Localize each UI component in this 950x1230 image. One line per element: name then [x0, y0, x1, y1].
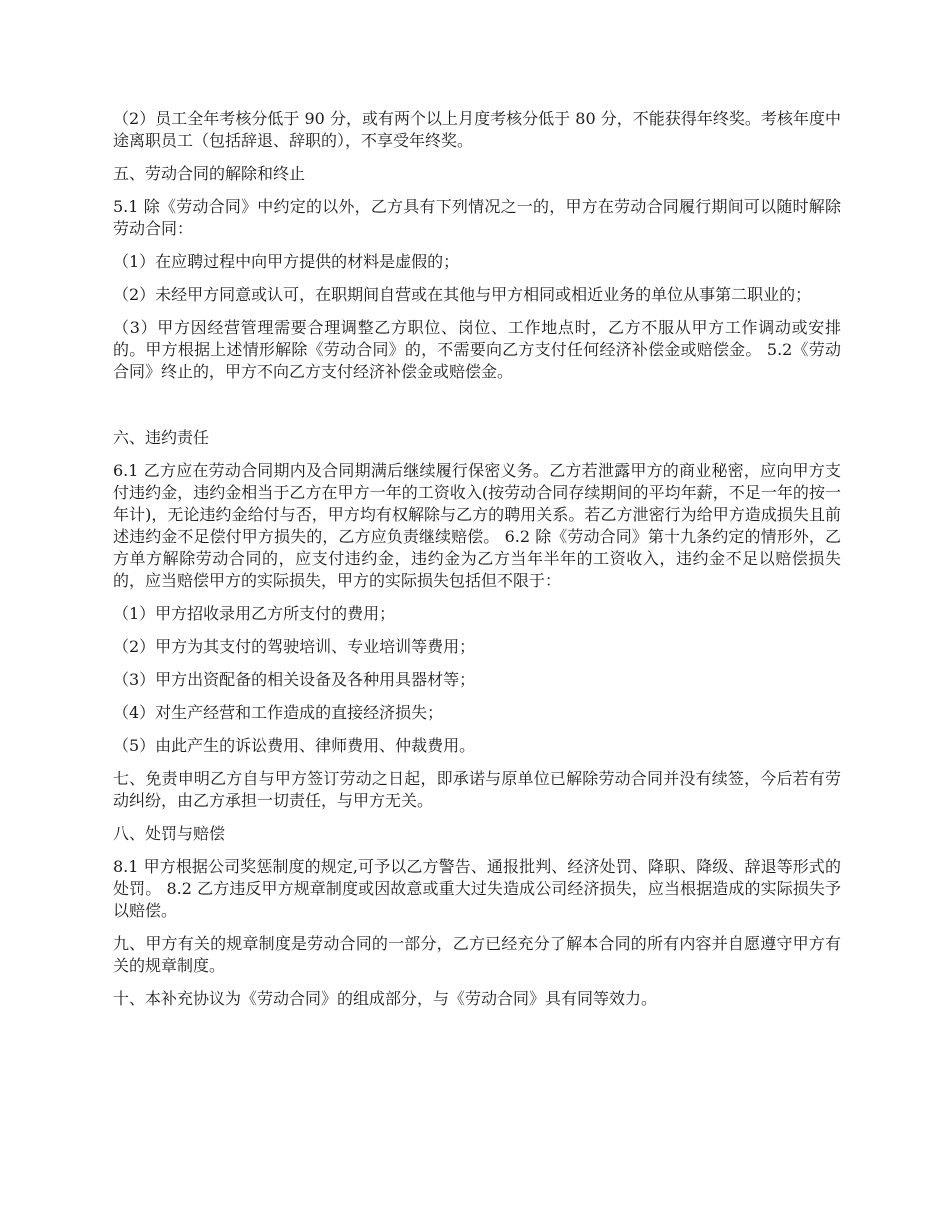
list-item-equipment: （3）甲方出资配备的相关设备及各种用具器材等；: [113, 670, 476, 689]
paragraph-5-1: 5.1 除《劳动合同》中约定的以外，乙方具有下列情况之一的，甲方在劳动合同履行期间可以随时解除劳动合同：: [113, 197, 841, 238]
list-item-direct-loss: （4）对生产经营和工作造成的直接经济损失；: [113, 703, 444, 722]
list-item-false-materials: （1）在应聘过程中向甲方提供的材料是虚假的；: [113, 252, 460, 271]
paragraph-year-end-bonus: （2）员工全年考核分低于 90 分，或有两个以上月度考核分低于 80 分，不能获得年终奖。考核年度中途离职员工（包括辞退、辞职的），不享受年终奖。: [113, 109, 841, 150]
section-rules: 九、甲方有关的规章制度是劳动合同的一部分，乙方已经充分了解本合同的所有内容并自愿遵守甲方有关的规章制度。: [113, 934, 841, 975]
list-item-reassignment: （3）甲方因经营管理需要合理调整乙方职位、岗位、工作地点时，乙方不服从甲方工作调动或安排的。甲方根据上述情形解除《劳动合同》的，不需要向乙方支付任何经济补偿金或赔偿金。 5.2《劳动合同》终止的，甲方不向乙方支付经济补偿金或赔偿金。: [113, 318, 841, 381]
list-item-second-job: （2）未经甲方同意或认可，在职期间自营或在其他与甲方相同或相近业务的单位从事第二职业的；: [113, 285, 812, 304]
list-item-recruit-cost: （1）甲方招收录用乙方所支付的费用；: [113, 604, 396, 623]
section-heading-termination: 五、劳动合同的解除和终止: [113, 164, 306, 183]
paragraph-6-1: 6.1 乙方应在劳动合同期内及合同期满后继续履行保密义务。乙方若泄露甲方的商业秘密，应向甲方支付违约金，违约金相当于乙方在甲方一年的工资收入(按劳动合同存续期间的平均年薪，不足一年的按一年计)，无论违约金给付与否，甲方均有权解除与乙方的聘用关系。若乙方泄密行为给甲方造成损失且前述违约金不足偿付甲方损失的，乙方应负责继续赔偿。 6.2 除《劳动合同》第十九条约定的情形外，乙方单方解除劳动合同的，应支付违约金，违约金为乙方当年半年的工资收入，违约金不足以赔偿损失的，应当赔偿甲方的实际损失，甲方的实际损失包括但不限于：: [113, 461, 841, 590]
section-disclaimer: 七、免责申明乙方自与甲方签订劳动之日起，即承诺与原单位已解除劳动合同并没有续签，今后若有劳动纠纷，由乙方承担一切责任，与甲方无关。: [113, 769, 841, 810]
section-heading-penalty: 八、处罚与赔偿: [113, 824, 226, 843]
list-item-legal-fees: （5）由此产生的诉讼费用、律师费用、仲裁费用。: [113, 736, 476, 755]
document-body: [113, 108, 841, 1021]
section-heading-breach: 六、违约责任: [113, 428, 210, 447]
list-item-training-cost: （2）甲方为其支付的驾驶培训、专业培训等费用；: [113, 637, 476, 656]
paragraph-8-1: 8.1 甲方根据公司奖惩制度的规定,可予以乙方警告、通报批判、经济处罚、降职、降级、辞退等形式的处罚。 8.2 乙方违反甲方规章制度或因故意或重大过失造成公司经济损失，应当根据造成的实际损失予以赔偿。: [113, 857, 841, 920]
spacer: [113, 394, 841, 427]
section-validity: 十、本补充协议为《劳动合同》的组成部分，与《劳动合同》具有同等效力。: [113, 989, 658, 1008]
